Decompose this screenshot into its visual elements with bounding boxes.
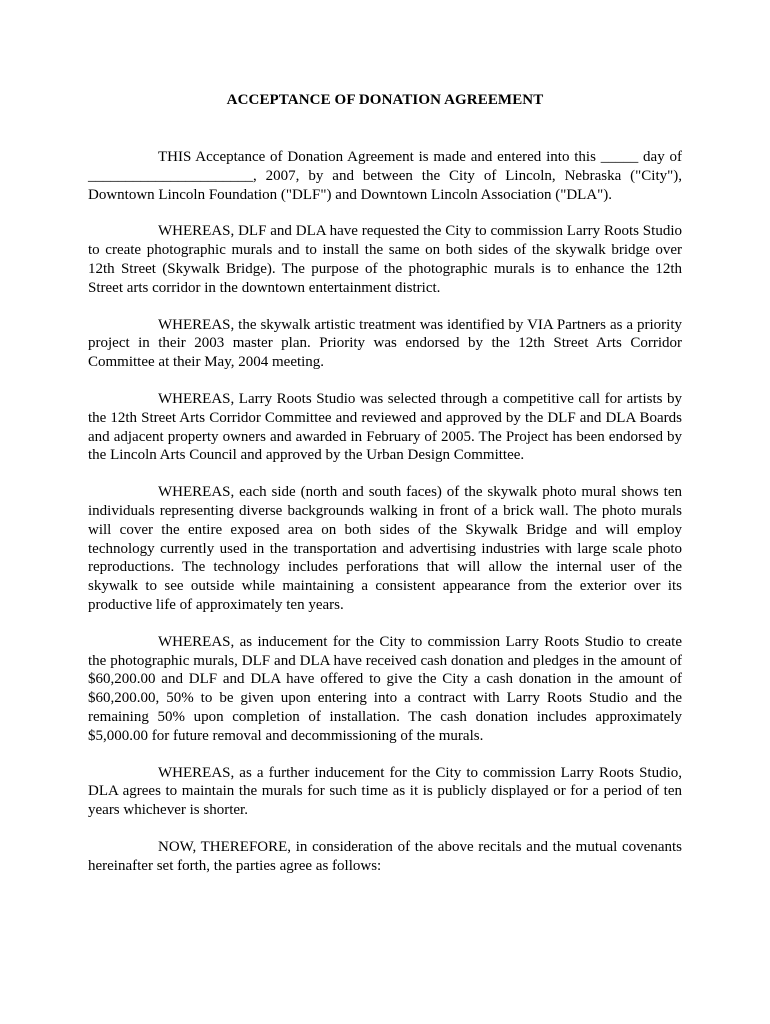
paragraph-whereas-mural-description: WHEREAS, each side (north and south faces) of the skywalk photo mural shows ten individuals representing diverse backgrounds walking in front of a brick wall. The photo murals will cover the entire exposed area on both sides of the Skywalk Bridge and will employ technology currently used in the transportation and advertising industries with large scale photo reproductions. The technology includes perforations that will allow the internal user of the skywalk to see outside while maintaining a consistent appearance from the exterior over its productive life of approximately ten years. xyxy=(88,484,682,613)
paragraph-whereas-donation: WHEREAS, as inducement for the City to commission Larry Roots Studio to create the photographic murals, DLF and DLA have received cash donation and pledges in the amount of $60,200.00 and DLF and DLA have offered to give the City a cash donation in the amount of $60,200.00, 50% to be given upon entering into a contract with Larry Roots Studio and the remaining 50% upon completion of installation. The cash donation includes approximately $5,000.00 for future removal and decommissioning of the murals. xyxy=(88,633,682,744)
paragraph-now-therefore: NOW, THEREFORE, in consideration of the above recitals and the mutual covenants hereinafter set forth, the parties agree as follows: xyxy=(88,838,682,874)
paragraph-whereas-selection: WHEREAS, Larry Roots Studio was selected through a competitive call for artists by the 12th Street Arts Corridor Committee and reviewed and approved by the DLF and DLA Boards and adjacent property owners and awarded in February of 2005. The Project has been endorsed by the Lincoln Arts Council and approved by the Urban Design Committee. xyxy=(88,390,682,464)
paragraph-preamble: THIS Acceptance of Donation Agreement is made and entered into this _____ day of ______________________, 2007, by and between the City of Lincoln, Nebraska ("City"), Downtown Lincoln Foundation ("DLF") and Downtown Lincoln Association ("DLA"). xyxy=(88,149,682,203)
paragraph-whereas-priority: WHEREAS, the skywalk artistic treatment was identified by VIA Partners as a priority project in their 2003 master plan. Priority was endorsed by the 12th Street Arts Corridor Committee at their May, 2004 meeting. xyxy=(88,316,682,371)
document-title: ACCEPTANCE OF DONATION AGREEMENT xyxy=(226,92,544,108)
paragraph-whereas-request: WHEREAS, DLF and DLA have requested the City to commission Larry Roots Studio to create photographic murals and to install the same on both sides of the skywalk bridge over 12th Street (Skywalk Bridge). The purpose of the photographic murals is to enhance the 12th Street arts corridor in the downtown entertainment district. xyxy=(88,223,682,296)
document-body xyxy=(88,148,682,894)
paragraph-whereas-maintenance: WHEREAS, as a further inducement for the City to commission Larry Roots Studio, DLA agrees to maintain the murals for such time as it is publicly displayed or for a period of ten years whichever is shorter. xyxy=(88,764,682,819)
